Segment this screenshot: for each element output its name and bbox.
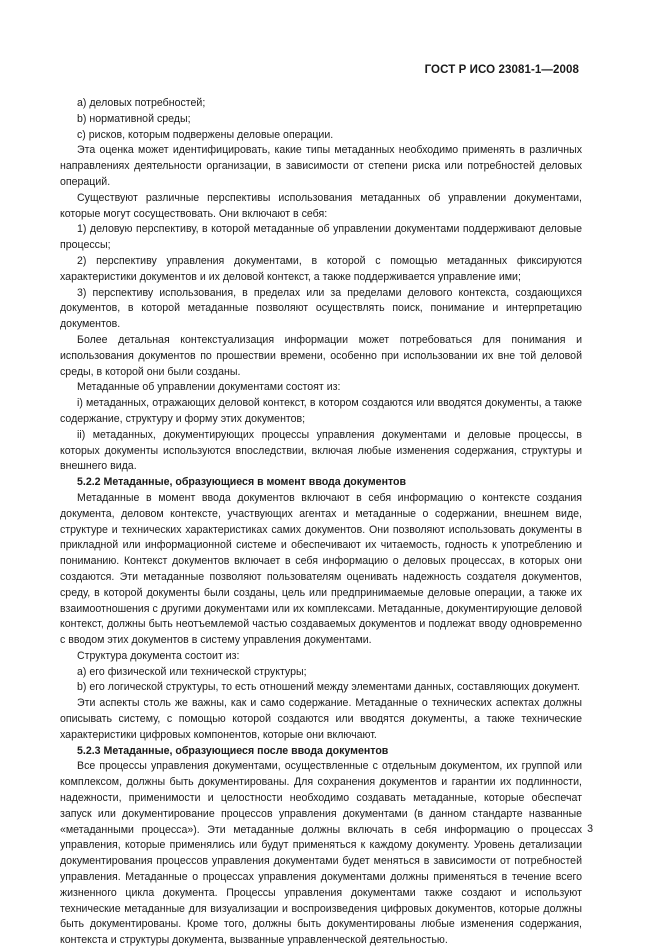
list-item: 2) перспективу управления документами, в которой с помощью метаданных фиксируются характеристики документов и их деловой контекст, а также поддерживается управление ими; bbox=[60, 254, 582, 283]
list-item: ii) метаданных, документирующих процессы управления документами и деловые процессы, в которых документы используются впоследствии, включая любые изменения содержания, структуры и внешнего вида. bbox=[60, 428, 582, 473]
paragraph: Метаданные об управлении документами состоят из: bbox=[77, 381, 341, 394]
list-item: а) деловых потребностей; bbox=[77, 97, 206, 109]
list-item: 1) деловую перспективу, в которой метаданные об управлении документами поддерживают деловые процессы; bbox=[60, 223, 582, 252]
document-body bbox=[60, 96, 582, 949]
paragraph: Существуют различные перспективы использования метаданных об управлении документами, которые могут сосуществовать. Они включают в себя: bbox=[60, 191, 582, 220]
page-number: 3 bbox=[587, 823, 593, 835]
paragraph: Метаданные в момент ввода документов включают в себя информацию о контексте создания документа, деловом контексте, участвующих агентах и метаданные о содержании, внешнем виде, структуре и технических характеристиках самих документов. Они позволяют использовать документы в прикладной или информационной системе и обеспечивают их читаемость, годность к употреблению и пониманию. Контекст документов включает в себя информацию о деловых процессах, в которых они создаются. Эти метаданные позволяют пользователям оценивать надежность создателя документов, среду, в которой документы были созданы, цель или предпринимаемые деловые операции, а также их взаимоотношения с другими документами или их комплексами. Метаданные, документирующие деловой контекст, должны быть неотъемлемой частью создаваемых документов и подлежат вводу одновременно с вводом этих документов в систему управления документами. bbox=[60, 491, 582, 647]
section-heading-5-2-3: 5.2.3 Метаданные, образующиеся после ввода документов bbox=[77, 744, 389, 757]
list-item: а) его физической или технической структуры; bbox=[77, 665, 307, 678]
list-item: 3) перспективу использования, в пределах или за пределами делового контекста, создающихся документов, в которой метаданные позволяют осуществлять поиск, понимание и интерпретацию документов. bbox=[60, 286, 582, 331]
list-item: b) нормативной среды; bbox=[77, 112, 191, 125]
paragraph: Эта оценка может идентифицировать, какие типы метаданных необходимо применять в различных направлениях деятельности организации, в зависимости от степени риска или потребностей деловых операций. bbox=[60, 144, 582, 188]
paragraph: Структура документа состоит из: bbox=[77, 649, 240, 662]
paragraph: Более детальная контекстуализация информации может потребоваться для понимания и использования документов по прошествии времени, особенно при использовании их вне той деловой среды, в которой они были созданы. bbox=[60, 333, 582, 378]
paragraph: Эти аспекты столь же важны, как и само содержание. Метаданные о технических аспектах должны описывать систему, с помощью которой создаются или вводятся документы, а также технические характеристики цифровых компонентов, которые они включают. bbox=[60, 697, 582, 741]
paragraph: Все процессы управления документами, осуществленные с отдельным документом, их группой или комплексом, должны быть документированы. Для сохранения документов и гарантии их подлинности, надежности, применимости и целостности необходимо создавать метаданные, которые обеспечат запуск или документирование процессов управления документами (в данном стандарте названные «метаданными процесса»). Эти метаданные должны включать в себя информацию о процессах управления, которые применялись или будут применяться к каждому документу. Уровень детализации документирования процессов управления документами будет меняться в зависимости от потребностей управления. Метаданные о процессах управления документами должны применяться в течение всего жизненного цикла документа. Процессы управления документами также создают и используют технические метаданные для визуализации и воспроизведения цифровых документов, которые должны быть документированы. Кроме того, должны быть документированы любые изменения содержания, контекста и структуры документа, вызванные управленческой деятельностью. bbox=[60, 760, 582, 947]
section-heading-5-2-2: 5.2.2 Метаданные, образующиеся в момент ввода документов bbox=[77, 476, 406, 489]
list-item: c) рисков, которым подвержены деловые операции. bbox=[77, 128, 334, 141]
list-item: b) его логической структуры, то есть отношений между элементами данных, составляющих документ. bbox=[77, 681, 580, 694]
document-header: ГОСТ Р ИСО 23081-1—2008 bbox=[424, 64, 579, 76]
list-item: i) метаданных, отражающих деловой контекст, в котором создаются или вводятся документы, а также содержание, структуру и форму этих документов; bbox=[60, 397, 582, 425]
